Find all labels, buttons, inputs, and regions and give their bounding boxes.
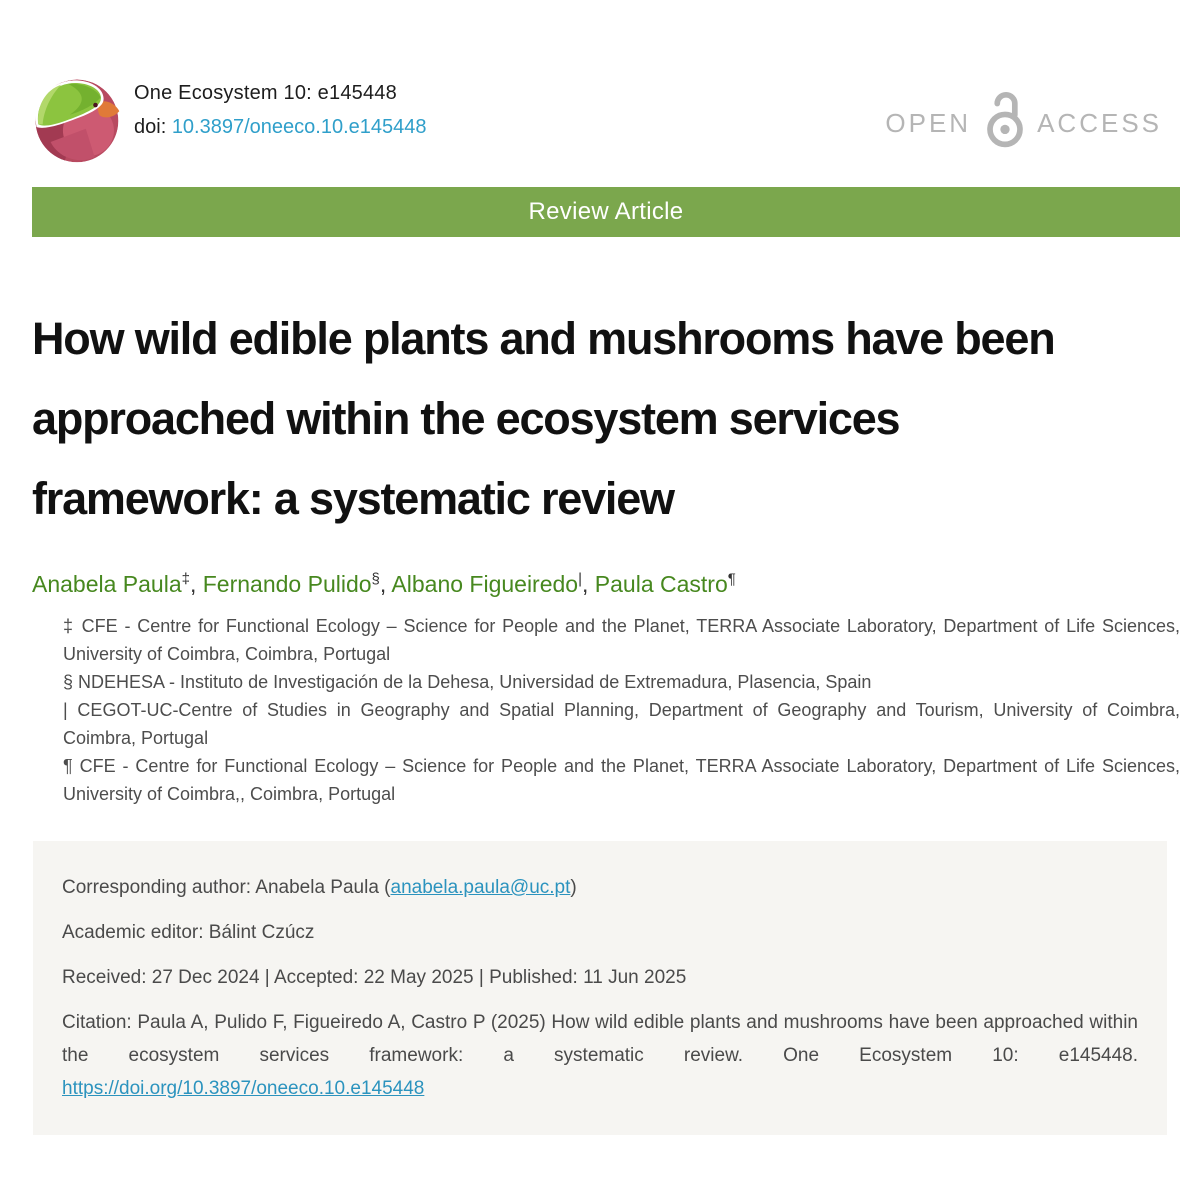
author-link[interactable]: Fernando Pulido: [202, 571, 372, 597]
doi-link[interactable]: 10.3897/oneeco.10.e145448: [171, 116, 427, 138]
one-ecosystem-logo-icon: [32, 76, 122, 164]
journal-header: [32, 0, 1180, 164]
corresponding-author-line: [62, 871, 1138, 904]
article-title-line-1: How wild edible plants and mushrooms have been: [32, 313, 1055, 364]
author-item: [32, 571, 203, 597]
article-type-label: Review Article: [528, 198, 684, 225]
corresponding-author-suffix: ): [570, 877, 577, 898]
article-title-line-2: approached within the ecosystem services: [32, 393, 900, 444]
author-link[interactable]: Paula Castro: [594, 571, 728, 597]
article-meta-box: [33, 841, 1167, 1135]
citation-doi-link[interactable]: https://doi.org/10.3897/oneeco.10.e145448: [62, 1078, 425, 1099]
author-list: [32, 571, 1180, 598]
author-link[interactable]: Anabela Paula: [32, 571, 182, 597]
dates-line: Received: 27 Dec 2024 | Accepted: 22 May 2025 | Published: 11 Jun 2025: [62, 967, 687, 988]
author-affiliation-marker: ¶: [727, 570, 736, 588]
affiliation-entry: ¶ CFE - Centre for Functional Ecology – Science for People and the Planet, TERRA Associate Laboratory, Department of Life Sciences, University of Coimbra,, Coimbra, Portugal: [63, 756, 1180, 804]
affiliation-list: [63, 612, 1180, 808]
author-item: [391, 571, 594, 597]
article-title-line-3: framework: a systematic review: [32, 473, 674, 524]
author-affiliation-marker: §: [371, 570, 380, 588]
journal-info: [134, 76, 427, 139]
journal-issue-line: One Ecosystem 10: e145448: [134, 82, 397, 104]
author-separator: ,: [379, 571, 392, 597]
open-access-open-label: OPEN: [885, 107, 972, 138]
academic-editor-line: Academic editor: Bálint Czúcz: [62, 922, 315, 943]
corresponding-author-prefix: Corresponding author: Anabela Paula (: [62, 877, 391, 898]
author-separator: ,: [582, 571, 595, 597]
author-item: [203, 571, 392, 597]
affiliation-entry: | CEGOT-UC-Centre of Studies in Geography and Spatial Planning, Department of Geography and Tourism, University of Coimbra, Coimbra, Portugal: [63, 700, 1180, 748]
author-affiliation-marker: |: [578, 570, 582, 588]
author-affiliation-marker: ‡: [181, 570, 190, 588]
author-item: [595, 571, 736, 597]
affiliation-entry: ‡ CFE - Centre for Functional Ecology – Science for People and the Planet, TERRA Associate Laboratory, Department of Life Sciences, University of Coimbra, Coimbra, Portugal: [63, 616, 1180, 664]
corresponding-email-link[interactable]: anabela.paula@uc.pt: [390, 877, 571, 898]
journal-brand: [32, 76, 427, 164]
open-lock-icon: [979, 86, 1031, 148]
citation-line: [62, 1006, 1138, 1105]
doi-line: [134, 116, 427, 139]
article-type-banner: [32, 187, 1180, 237]
affiliation-entry: § NDEHESA - Instituto de Investigación de la Dehesa, Universidad de Extremadura, Plasencia, Spain: [63, 672, 872, 692]
author-link[interactable]: Albano Figueiredo: [391, 571, 579, 597]
open-access-logo: [885, 76, 1162, 148]
doi-label: doi:: [134, 116, 172, 138]
author-separator: ,: [189, 571, 203, 597]
citation-text: Citation: Paula A, Pulido F, Figueiredo A, Castro P (2025) How wild edible plants and mushrooms have been approached within the ecosystem services framework: a systematic review. One Ecosystem 10: e145448.: [62, 1012, 1138, 1066]
article-title: [32, 299, 1180, 539]
open-access-access-label: ACCESS: [1037, 107, 1162, 138]
